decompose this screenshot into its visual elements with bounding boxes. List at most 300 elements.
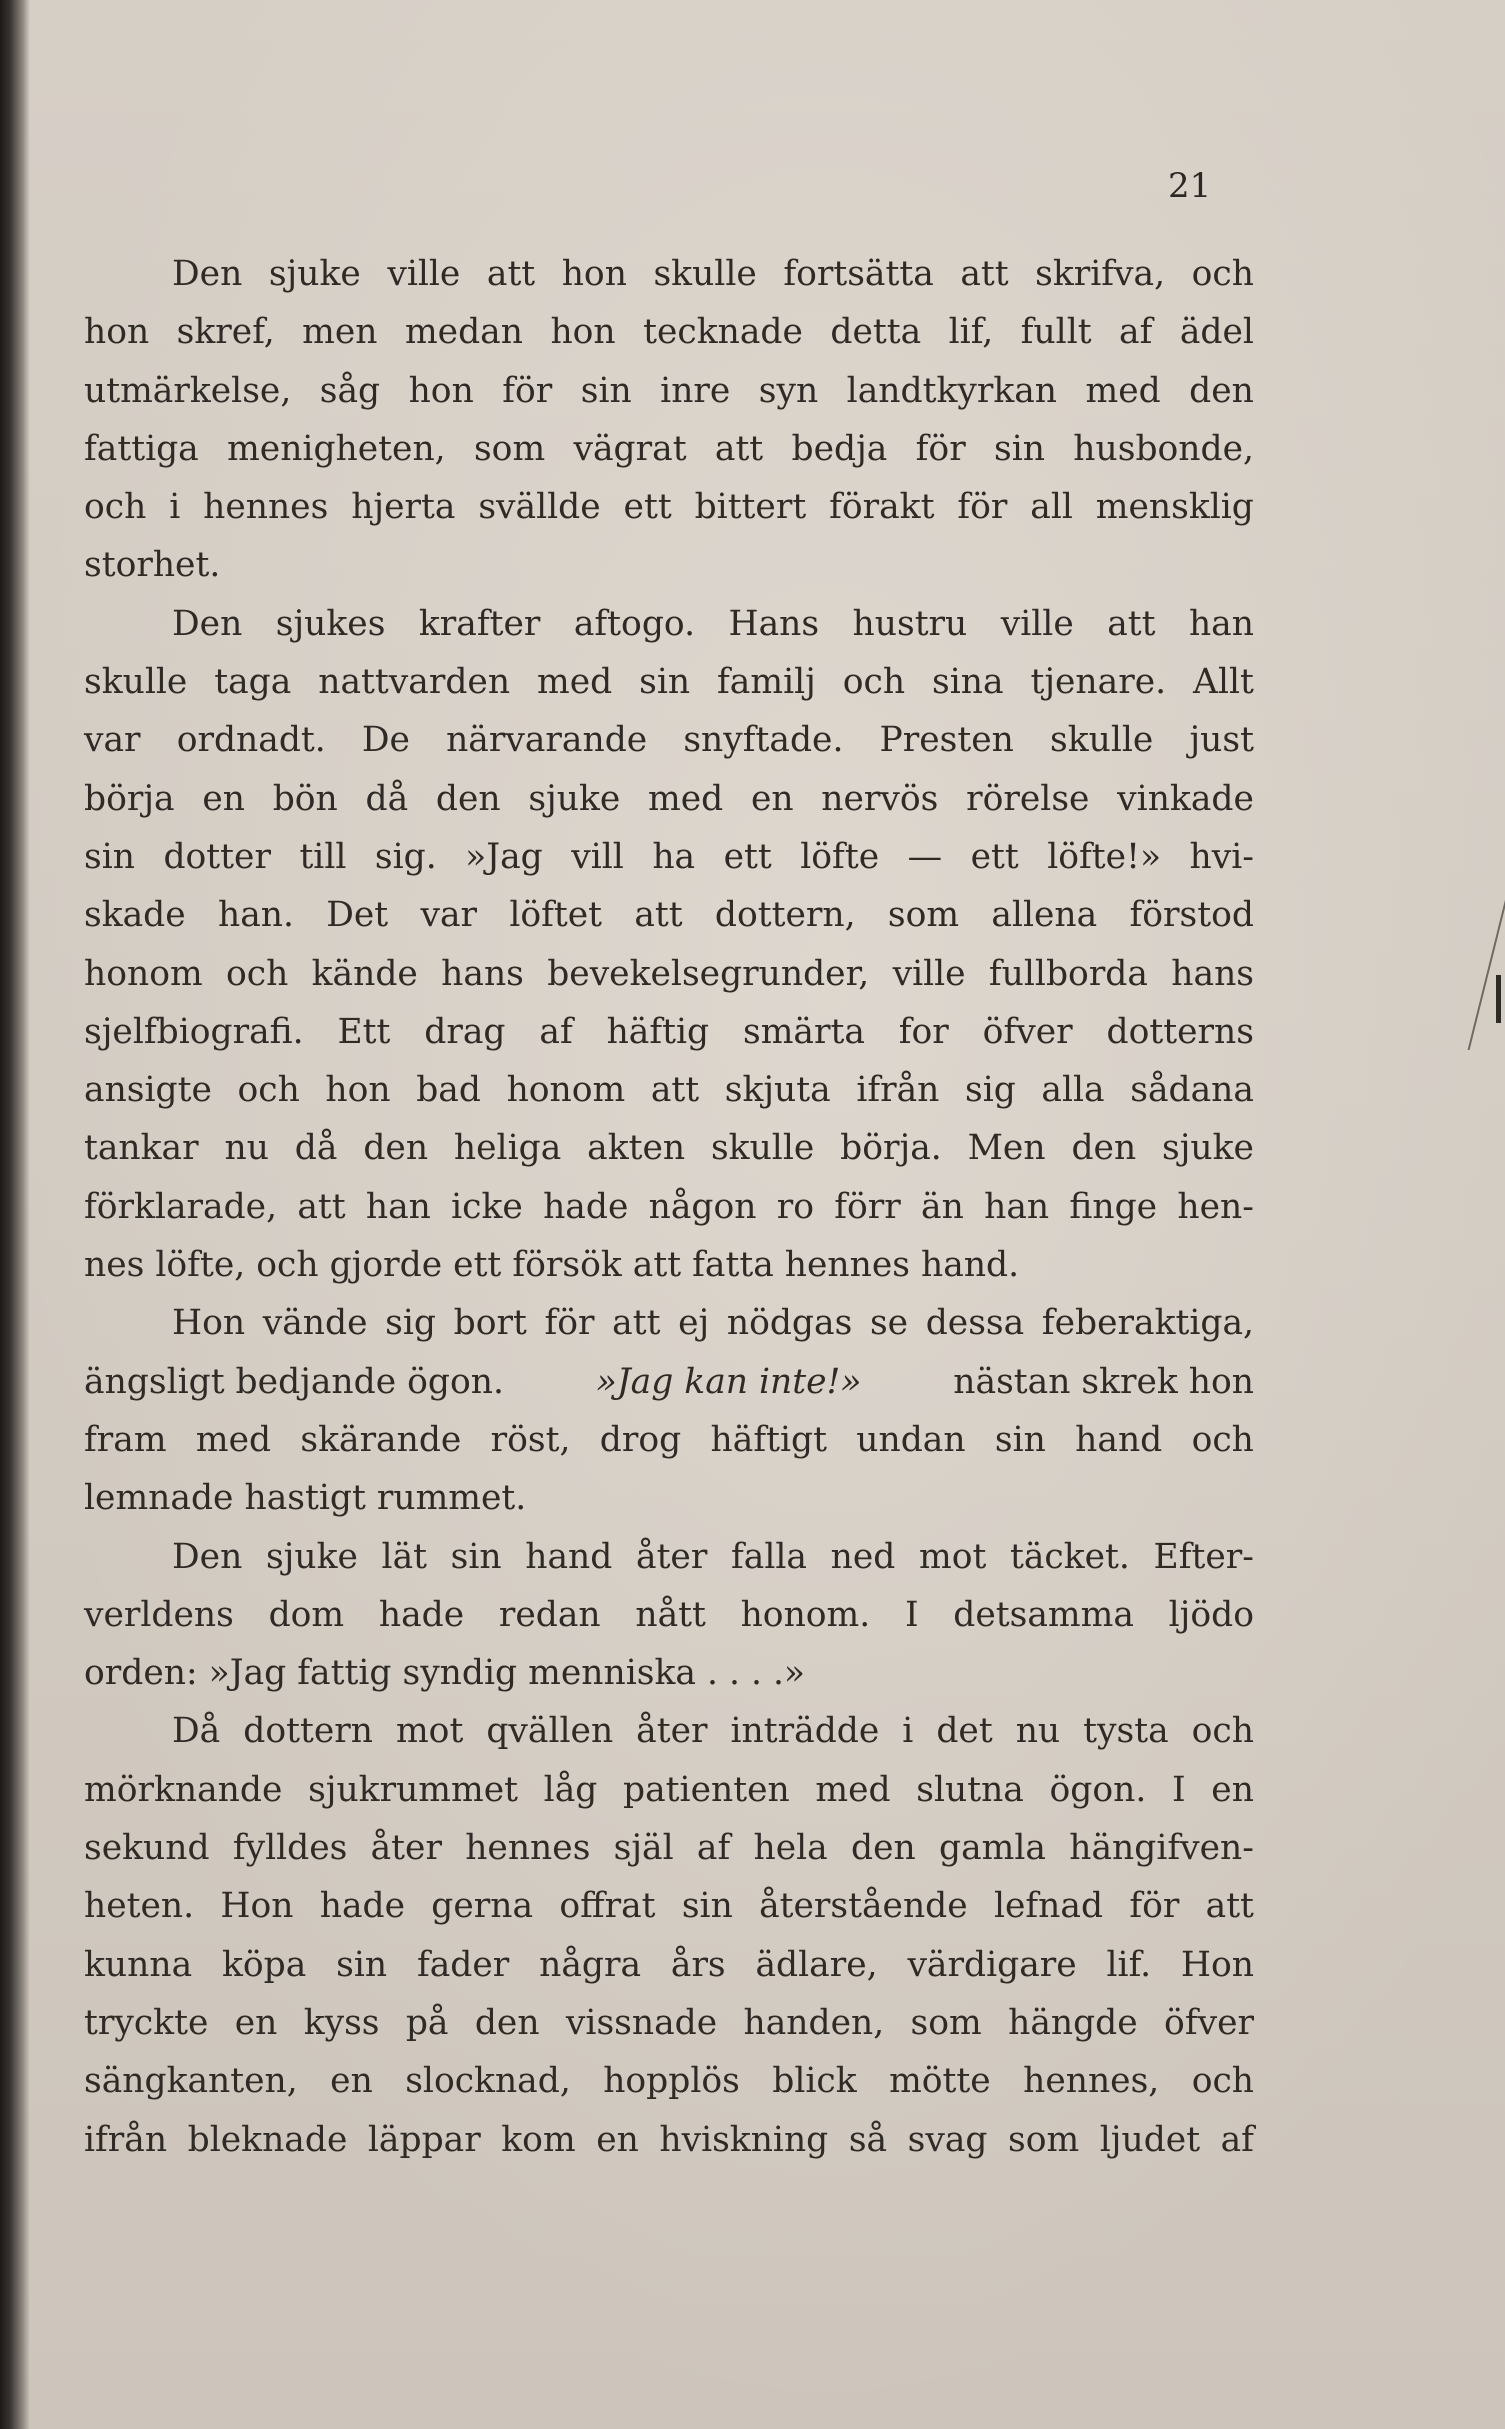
word: till — [299, 836, 347, 877]
word: åter — [370, 1828, 442, 1869]
word: hade — [319, 1886, 406, 1927]
word: med — [195, 1419, 272, 1460]
word: att — [1205, 1886, 1254, 1927]
word: den — [435, 778, 501, 819]
word: som — [887, 895, 960, 936]
word: ned — [830, 1536, 896, 1577]
word: sig — [965, 1070, 1016, 1111]
word: nervös — [821, 778, 939, 819]
word: som — [1008, 2119, 1080, 2160]
word: familj — [717, 662, 816, 703]
word: hennes — [784, 1245, 910, 1286]
word: löftet — [509, 895, 603, 936]
word: offrat — [559, 1886, 656, 1927]
word: af — [1220, 2119, 1254, 2160]
word: Allt — [1193, 662, 1254, 703]
word: feberaktiga, — [1041, 1303, 1254, 1344]
word: var — [420, 895, 478, 936]
word: gamla — [939, 1828, 1046, 1869]
word: skulle — [84, 662, 188, 703]
page-number: 21 — [1168, 166, 1212, 206]
text-line — [84, 1586, 1254, 1644]
word: så — [848, 2119, 888, 2160]
word: bittert — [694, 487, 807, 528]
word: han — [1188, 603, 1254, 644]
word: och — [1191, 1711, 1254, 1752]
word: den — [363, 1128, 429, 1169]
word: nattvarden — [318, 662, 511, 703]
word: vill — [571, 836, 624, 877]
word: skulle — [710, 1128, 815, 1169]
word: i — [902, 1711, 914, 1752]
word: smärta — [742, 1011, 865, 1052]
word: menniska — [528, 1653, 696, 1694]
word: med — [815, 1769, 891, 1810]
word: sin — [639, 662, 691, 703]
word: sin — [450, 1536, 502, 1577]
word: Efter- — [1153, 1536, 1254, 1577]
word: förstod — [1129, 895, 1254, 936]
word: syn — [758, 370, 819, 411]
word: då — [294, 1128, 338, 1169]
word: hand — [1075, 1419, 1163, 1460]
word: .» — [772, 1653, 806, 1694]
word: . — [750, 1653, 762, 1694]
word: kände — [311, 953, 418, 994]
word: ögon. — [1049, 1769, 1147, 1810]
word: en — [1211, 1769, 1254, 1810]
word: att — [650, 1070, 700, 1111]
word: Hans — [728, 603, 820, 644]
word: med — [648, 778, 724, 819]
word: bad — [416, 1070, 481, 1111]
word: dottern, — [714, 895, 856, 936]
word: den — [474, 2002, 540, 2043]
text-line — [84, 2111, 1254, 2169]
text-line — [84, 1003, 1254, 1061]
word: och — [1191, 1419, 1254, 1460]
word: som — [910, 2002, 982, 2043]
word: mörknande — [84, 1769, 283, 1810]
word: ädel — [1179, 312, 1254, 353]
word: löfte — [800, 836, 880, 877]
word: hängifven- — [1069, 1828, 1254, 1869]
word: närvarande — [446, 720, 648, 761]
word: . — [706, 1653, 718, 1694]
word: hustru — [852, 603, 968, 644]
word: bevekelsegrunder, — [547, 953, 870, 994]
word: sjuke — [265, 1536, 358, 1577]
word: gerna — [431, 1886, 534, 1927]
word: vägrat — [573, 428, 687, 469]
word: ett — [453, 1245, 502, 1286]
word: läppar — [367, 2119, 481, 2160]
word: heliga — [453, 1128, 562, 1169]
word: hjerta — [351, 487, 456, 528]
word: sin — [994, 428, 1045, 469]
word: ifrån — [856, 1070, 940, 1111]
word: att — [714, 428, 764, 469]
word: ha — [652, 836, 696, 877]
word: låg — [543, 1769, 598, 1810]
word: täcket. — [1009, 1536, 1130, 1577]
word: sjuke — [528, 778, 621, 819]
word: köpa — [221, 1944, 307, 1985]
word: akten — [587, 1128, 686, 1169]
word: och — [1191, 254, 1254, 294]
word: bön — [272, 778, 338, 819]
word: se — [869, 1303, 909, 1344]
word: nått — [635, 1594, 706, 1635]
text-line — [84, 886, 1254, 944]
word: lefnad — [993, 1886, 1104, 1927]
word: att — [634, 895, 683, 936]
word: I — [1172, 1769, 1186, 1810]
text-line — [84, 1994, 1254, 2052]
word: hastigt — [244, 1478, 366, 1519]
text-line — [84, 2052, 1254, 2110]
word: just — [1189, 720, 1254, 761]
word: patienten — [623, 1769, 790, 1810]
word: skulle — [1050, 720, 1154, 761]
text-line — [84, 1236, 1254, 1294]
word: »Jag — [465, 836, 543, 877]
word: fattiga — [84, 428, 199, 469]
word: heten. — [84, 1886, 195, 1927]
text-line — [84, 1469, 1254, 1527]
word: den — [1189, 370, 1254, 411]
word: själ — [613, 1828, 674, 1869]
word: ro — [776, 1186, 815, 1227]
word: hvi- — [1189, 836, 1254, 877]
word: hon — [84, 312, 150, 353]
word: rörelse — [966, 778, 1090, 819]
word: sig — [385, 1303, 436, 1344]
word: De — [361, 720, 410, 761]
word: Den — [172, 603, 243, 644]
word: inre — [660, 370, 731, 411]
italic-quote: »Jag kan inte!» — [595, 1361, 862, 1402]
word: en — [234, 2002, 278, 2043]
word: medan — [404, 312, 523, 353]
text-line — [84, 1761, 1254, 1819]
word: att — [960, 254, 1009, 294]
word: gjorde — [329, 1245, 443, 1286]
word: ifrån — [84, 2119, 168, 2160]
word: honom — [84, 953, 203, 994]
word: skrifva, — [1035, 254, 1166, 294]
word: förakt — [829, 487, 935, 528]
word: falla — [730, 1536, 807, 1577]
word: dotterns — [1106, 1011, 1254, 1052]
word: husbonde, — [1073, 428, 1254, 469]
text-line — [84, 536, 1254, 594]
word: ville — [892, 953, 966, 994]
word: af — [1119, 312, 1153, 353]
word: snyftade. — [683, 720, 844, 761]
word: sin — [681, 1886, 733, 1927]
word: för — [544, 1303, 595, 1344]
word: och — [226, 953, 289, 994]
text-line — [84, 1061, 1254, 1119]
word: fatta — [692, 1245, 774, 1286]
word: undan — [856, 1419, 966, 1460]
text-line — [84, 478, 1254, 536]
word: qvällen — [486, 1711, 614, 1752]
word: landtkyrkan — [846, 370, 1058, 411]
word: och — [84, 487, 147, 528]
word: for — [898, 1011, 949, 1052]
word: bleknade — [187, 2119, 348, 2160]
word: Den — [172, 1536, 243, 1577]
word: hängde — [1008, 2002, 1138, 2043]
word: honom. — [740, 1594, 871, 1635]
page-edge-tick — [1496, 975, 1501, 1023]
word: hade — [543, 1186, 629, 1227]
word: hon — [408, 370, 474, 411]
word: han. — [217, 895, 294, 936]
word: att — [612, 1303, 661, 1344]
word: tjenare. — [1030, 662, 1167, 703]
word: nu — [1015, 1711, 1061, 1752]
word: värdigare — [907, 1944, 1077, 1985]
word: lät — [381, 1536, 428, 1577]
word: syndig — [402, 1653, 518, 1694]
book-spine-shadow — [0, 0, 30, 2429]
word: fram — [84, 1419, 167, 1460]
word: hviskning — [659, 2119, 829, 2160]
word: af — [696, 1828, 731, 1869]
word: Hon — [172, 1303, 246, 1344]
word: var — [84, 720, 141, 761]
word: på — [405, 2002, 449, 2043]
word: sin — [580, 370, 632, 411]
word: hen- — [1177, 1186, 1254, 1227]
word: sådana — [1130, 1070, 1254, 1111]
word: sjukrummet — [308, 1769, 519, 1810]
word: sjukes — [275, 603, 386, 644]
word: hon — [325, 1070, 391, 1111]
word: drag — [424, 1011, 506, 1052]
word: börja — [84, 778, 175, 819]
word: ville — [1000, 603, 1074, 644]
word: handen, — [743, 2002, 885, 2043]
word: ordnadt. — [176, 720, 326, 761]
word: än — [921, 1186, 964, 1227]
word: sekund — [84, 1828, 210, 1869]
word: hand. — [921, 1245, 1020, 1286]
word: hela — [753, 1828, 828, 1869]
word: en — [750, 778, 794, 819]
word: med — [536, 662, 613, 703]
word: lemnade — [84, 1478, 234, 1519]
word: vinkade — [1117, 778, 1254, 819]
word: redan — [498, 1594, 601, 1635]
word: häftig — [606, 1011, 710, 1052]
page-edge-mark — [1468, 870, 1505, 1050]
word: slocknad, — [405, 2061, 571, 2102]
word: nödgas — [726, 1303, 853, 1344]
word: hennes — [465, 1828, 591, 1869]
text-line — [84, 1178, 1254, 1236]
word: öfver — [1164, 2002, 1254, 2043]
text-line — [84, 595, 1254, 653]
word: ett — [970, 836, 1019, 877]
word: . — [728, 1653, 740, 1694]
word: sin — [84, 836, 135, 877]
word: för — [502, 370, 553, 411]
word: och — [237, 1070, 300, 1111]
word: kyss — [303, 2002, 380, 2043]
word: han — [984, 1186, 1050, 1227]
word: att — [1107, 603, 1156, 644]
word: vände — [262, 1303, 368, 1344]
word: hopplös — [603, 2061, 740, 2102]
text-line-mixed — [84, 1353, 1254, 1411]
word: skulle — [653, 254, 757, 294]
word: kunna — [84, 1944, 193, 1985]
word: Hon — [1180, 1944, 1254, 1985]
word: fullt — [1020, 312, 1092, 353]
word: bort — [453, 1303, 527, 1344]
word: »Jag — [208, 1653, 287, 1694]
word: ej — [678, 1303, 710, 1344]
word: röst, — [490, 1419, 571, 1460]
text-line — [84, 711, 1254, 769]
word: ädlare, — [755, 1944, 878, 1985]
word: skref, — [176, 312, 275, 353]
word: för — [957, 487, 1008, 528]
word: den — [851, 1828, 916, 1869]
word: ljödo — [1168, 1594, 1254, 1635]
word: hennes, — [1023, 2061, 1160, 2102]
word: åter — [636, 1711, 708, 1752]
word: löfte!» — [1047, 836, 1162, 877]
text-line — [84, 828, 1254, 886]
word: mot — [918, 1536, 987, 1577]
word: det — [936, 1711, 993, 1752]
word: sig. — [374, 836, 437, 877]
word: fattig — [297, 1653, 392, 1694]
word: utmärkelse, — [84, 370, 292, 411]
text-line — [84, 1294, 1254, 1352]
word: dom — [268, 1594, 345, 1635]
word: slutna — [916, 1769, 1024, 1810]
word: sjuke — [1162, 1128, 1254, 1169]
word: hans — [441, 953, 524, 994]
word: sin — [336, 1944, 388, 1985]
word: kom — [501, 2119, 576, 2160]
word: Hon — [220, 1886, 294, 1927]
word: skade — [84, 895, 186, 936]
word: icke — [451, 1186, 523, 1227]
word: försök — [512, 1245, 622, 1286]
text-line — [84, 1119, 1254, 1177]
word: — — [907, 836, 943, 877]
word: detsamma — [953, 1594, 1134, 1635]
text-line — [84, 1411, 1254, 1469]
word: Det — [326, 895, 389, 936]
word: han — [365, 1186, 431, 1227]
word: rummet. — [376, 1478, 527, 1519]
word: orden: — [84, 1653, 198, 1694]
word: skärande — [300, 1419, 462, 1460]
word: för — [915, 428, 966, 469]
word: hade — [378, 1594, 465, 1635]
word: ljudet — [1099, 2119, 1201, 2160]
word: års — [670, 1944, 726, 1985]
word: mot — [395, 1711, 464, 1752]
word: dotter — [163, 836, 271, 877]
word: och — [256, 1245, 319, 1286]
word: i — [169, 487, 181, 528]
word: blick — [772, 2061, 857, 2102]
word: sängkanten, — [84, 2061, 298, 2102]
word: hennes — [203, 487, 329, 528]
word: då — [365, 778, 409, 819]
word: förr — [834, 1186, 901, 1227]
word: en — [596, 2119, 639, 2160]
text-line — [84, 945, 1254, 1003]
word: Den — [172, 254, 243, 294]
word: förklarade, — [84, 1186, 278, 1227]
word: Men — [967, 1128, 1046, 1169]
word: verldens — [84, 1594, 234, 1635]
word: svag — [907, 2119, 988, 2160]
word: aftogo. — [573, 603, 696, 644]
word: taga — [214, 662, 292, 703]
word: bedja — [791, 428, 888, 469]
word: såg — [319, 370, 381, 411]
word: all — [1030, 487, 1073, 528]
word: tysta — [1083, 1711, 1169, 1752]
word: en — [202, 778, 245, 819]
word: en — [330, 2061, 373, 2102]
word: häftigt — [710, 1419, 827, 1460]
text-segment: ängsligt bedjande ögon. — [84, 1361, 504, 1402]
word: honom — [506, 1070, 626, 1111]
body-text — [84, 245, 1254, 2169]
word: svällde — [478, 487, 601, 528]
text-line — [84, 1644, 1254, 1702]
word: fader — [416, 1944, 510, 1985]
word: detta — [830, 312, 922, 353]
word: skjuta — [724, 1070, 831, 1111]
text-line — [84, 420, 1254, 478]
word: tankar — [84, 1128, 199, 1169]
word: nu — [224, 1128, 269, 1169]
word: och — [1191, 2061, 1254, 2102]
word: ett — [623, 487, 672, 528]
word: mensklig — [1095, 487, 1254, 528]
text-line — [84, 653, 1254, 711]
text-line — [84, 1819, 1254, 1877]
word: hon — [550, 312, 616, 353]
word: och — [842, 662, 906, 703]
word: sjuke — [268, 254, 361, 294]
word: att — [632, 1245, 682, 1286]
word: någon — [648, 1186, 757, 1227]
word: hand — [525, 1536, 613, 1577]
text-line — [84, 1528, 1254, 1586]
word: att — [486, 254, 536, 294]
word: fortsätta — [783, 254, 934, 294]
word: hon — [561, 254, 627, 294]
text-line — [84, 770, 1254, 828]
word: tryckte — [84, 2002, 209, 2043]
word: några — [539, 1944, 642, 1985]
text-line — [84, 245, 1254, 303]
